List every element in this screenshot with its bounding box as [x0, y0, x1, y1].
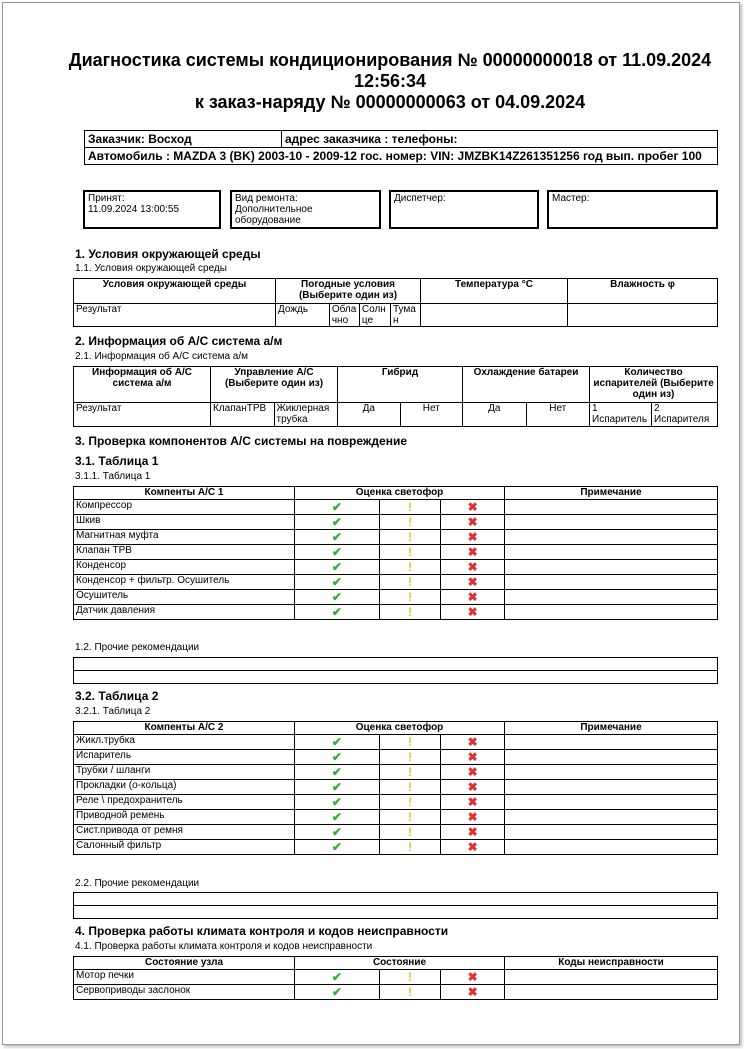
check-icon[interactable]: ✔: [295, 985, 380, 1000]
section-2-heading: 2. Информация об А/С система а/м: [75, 334, 283, 348]
warning-icon[interactable]: !: [379, 560, 441, 575]
warning-icon[interactable]: !: [379, 795, 441, 810]
section-4-heading: 4. Проверка работы климата контроля и кодов неисправности: [75, 924, 449, 938]
ac-header-info: Информация об А/С система а/м: [74, 367, 211, 403]
check-icon[interactable]: ✔: [295, 970, 380, 985]
ac-row-label: Результат: [74, 403, 211, 427]
cross-icon[interactable]: ✖: [441, 530, 505, 545]
ac-info-table: [73, 366, 718, 427]
weather-rain[interactable]: Дождь: [276, 304, 330, 327]
t4-row-label: Сервоприводы заслонок: [74, 985, 295, 1000]
check-icon[interactable]: ✔: [295, 735, 380, 750]
dispatcher-label: Диспетчер:: [394, 193, 446, 204]
t2-row: [74, 780, 718, 795]
cross-icon[interactable]: ✖: [441, 560, 505, 575]
t2-row-label: Приводной ремень: [74, 810, 295, 825]
warning-icon[interactable]: !: [379, 765, 441, 780]
master-box: [547, 190, 718, 229]
env-row-label: Результат: [74, 304, 276, 327]
warning-icon[interactable]: !: [379, 575, 441, 590]
warning-icon[interactable]: !: [379, 735, 441, 750]
control-orifice[interactable]: Жиклерная трубка: [274, 403, 338, 427]
components-table-2: [73, 721, 718, 855]
env-header-humidity: Влажность φ: [568, 279, 718, 304]
t2-row-note[interactable]: [505, 750, 718, 765]
t2-row: [74, 795, 718, 810]
ac-header-hybrid: Гибрид: [338, 367, 463, 403]
cross-icon[interactable]: ✖: [441, 575, 505, 590]
t1-row-note[interactable]: [505, 560, 718, 575]
t4-row: [74, 985, 718, 1000]
weather-cloudy[interactable]: Облачно: [329, 304, 359, 327]
t1-row: [74, 545, 718, 560]
t1-header-note: Примечание: [505, 487, 718, 500]
warning-icon[interactable]: !: [379, 545, 441, 560]
warning-icon[interactable]: !: [379, 605, 441, 620]
warning-icon[interactable]: !: [379, 970, 441, 985]
car-info: Автомобиль : MAZDA 3 (BK) 2003-10 - 2009-12 гос. номер: VIN: JMZBK14Z261351256 год вып. пробег 100: [85, 148, 718, 165]
t2-row-note[interactable]: [505, 765, 718, 780]
t2-row: [74, 765, 718, 780]
t1-row-note[interactable]: [505, 575, 718, 590]
cross-icon[interactable]: ✖: [441, 545, 505, 560]
t2-header-component: Компенты А/С 2: [74, 722, 295, 735]
t2-row-label: Реле \ предохранитель: [74, 795, 295, 810]
components-table-1: [73, 486, 718, 620]
cross-icon[interactable]: ✖: [441, 810, 505, 825]
t1-row: [74, 575, 718, 590]
check-icon[interactable]: ✔: [295, 545, 380, 560]
hybrid-no[interactable]: Нет: [400, 403, 463, 427]
t1-header-rating: Оценка светофор: [295, 487, 505, 500]
warning-icon[interactable]: !: [379, 825, 441, 840]
t2-row: [74, 750, 718, 765]
t4-header-codes: Коды неисправности: [505, 957, 718, 970]
check-icon[interactable]: ✔: [295, 515, 380, 530]
rec-2-label: 2.2. Прочие рекомендации: [75, 878, 200, 889]
t1-row-label: Магнитная муфта: [74, 530, 295, 545]
ac-header-evaporators: Количество испарителей (Выберите один из): [590, 367, 718, 403]
evap-1[interactable]: 1 Испаритель: [590, 403, 652, 427]
warning-icon[interactable]: !: [379, 515, 441, 530]
t4-row-note[interactable]: [505, 985, 718, 1000]
cross-icon[interactable]: ✖: [441, 840, 505, 855]
table-2-sub: 3.2.1. Таблица 2: [75, 706, 151, 717]
t4-header-state: Состояние: [295, 957, 505, 970]
cross-icon[interactable]: ✖: [441, 605, 505, 620]
t2-row: [74, 840, 718, 855]
section-1-heading: 1. Условия окружающей среды: [75, 247, 261, 261]
t4-row-label: Мотор печки: [74, 970, 295, 985]
t2-row-note[interactable]: [505, 735, 718, 750]
check-icon[interactable]: ✔: [295, 825, 380, 840]
rec-1-table: [73, 657, 718, 684]
t2-row: [74, 810, 718, 825]
section-4-sub: 4.1. Проверка работы климата контроля и кодов неисправности: [75, 941, 373, 952]
rec-2-line-2[interactable]: [74, 906, 718, 919]
t1-row-label: Клапан ТРВ: [74, 545, 295, 560]
env-header-conditions: Условия окружающей среды: [74, 279, 276, 304]
repair-type-box: [230, 190, 381, 229]
rec-1-line-1[interactable]: [74, 658, 718, 671]
t1-row-note[interactable]: [505, 500, 718, 515]
weather-sunny[interactable]: Солнце: [359, 304, 390, 327]
t2-row-note[interactable]: [505, 795, 718, 810]
t4-header-unit: Состояние узла: [74, 957, 295, 970]
master-label: Мастер:: [552, 193, 590, 204]
check-icon[interactable]: ✔: [295, 560, 380, 575]
customer-address: адрес заказчика : телефоны:: [282, 131, 718, 148]
warning-icon[interactable]: !: [379, 530, 441, 545]
env-humidity-value[interactable]: [568, 304, 718, 327]
t1-row: [74, 530, 718, 545]
accepted-value: 11.09.2024 13:00:55: [88, 204, 180, 215]
cross-icon[interactable]: ✖: [441, 765, 505, 780]
rec-2-line-1[interactable]: [74, 893, 718, 906]
warning-icon[interactable]: !: [379, 985, 441, 1000]
cross-icon[interactable]: ✖: [441, 825, 505, 840]
env-table: [73, 278, 718, 327]
t1-row: [74, 515, 718, 530]
t2-row-label: Испаритель: [74, 750, 295, 765]
t1-row-note[interactable]: [505, 590, 718, 605]
customer-name: Заказчик: Восход: [85, 131, 282, 148]
check-icon[interactable]: ✔: [295, 750, 380, 765]
cross-icon[interactable]: ✖: [441, 590, 505, 605]
warning-icon[interactable]: !: [379, 840, 441, 855]
section-1-sub: 1.1. Условия окружающей среды: [75, 263, 227, 274]
warning-icon[interactable]: !: [379, 500, 441, 515]
t1-row-label: Компрессор: [74, 500, 295, 515]
ac-header-battery: Охлаждение батареи: [463, 367, 590, 403]
t2-row-label: Сист.привода от ремня: [74, 825, 295, 840]
check-icon[interactable]: ✔: [295, 530, 380, 545]
t1-row-label: Датчик давления: [74, 605, 295, 620]
accepted-box: [83, 190, 221, 229]
t2-row-label: Прокладки (о-кольца): [74, 780, 295, 795]
check-icon[interactable]: ✔: [295, 500, 380, 515]
title-line-1: Диагностика системы кондиционирования № 00000000018 от 11.09.2024 12:56:34: [68, 50, 712, 91]
table-1-heading: 3.1. Таблица 1: [75, 454, 159, 468]
title-line-2: к заказ-наряду № 00000000063 от 04.09.2024: [194, 92, 586, 112]
t2-row: [74, 735, 718, 750]
cross-icon[interactable]: ✖: [441, 985, 505, 1000]
cross-icon[interactable]: ✖: [441, 515, 505, 530]
check-icon[interactable]: ✔: [295, 605, 380, 620]
repair-label: Вид ремонта:: [235, 193, 298, 204]
table-1-sub: 3.1.1. Таблица 1: [75, 471, 151, 482]
t1-row-label: Конденсор + фильтр. Осушитель: [74, 575, 295, 590]
t2-row-label: Трубки / шланги: [74, 765, 295, 780]
t1-row-note[interactable]: [505, 530, 718, 545]
cross-icon[interactable]: ✖: [441, 795, 505, 810]
cross-icon[interactable]: ✖: [441, 750, 505, 765]
t2-row: [74, 825, 718, 840]
check-icon[interactable]: ✔: [295, 575, 380, 590]
section-3-heading: 3. Проверка компонентов А/С системы на повреждение: [75, 434, 407, 448]
rec-1-label: 1.2. Прочие рекомендации: [75, 642, 200, 653]
t2-row-note[interactable]: [505, 825, 718, 840]
t1-row-label: Конденсор: [74, 560, 295, 575]
t2-row-note[interactable]: [505, 840, 718, 855]
env-header-weather: Погодные условия (Выберите один из): [276, 279, 421, 304]
t4-row: [74, 970, 718, 985]
cross-icon[interactable]: ✖: [441, 500, 505, 515]
t2-row-label: Жикл.трубка: [74, 735, 295, 750]
check-icon[interactable]: ✔: [295, 590, 380, 605]
t1-row: [74, 590, 718, 605]
t1-row: [74, 605, 718, 620]
t1-row: [74, 560, 718, 575]
check-icon[interactable]: ✔: [295, 780, 380, 795]
t2-header-rating: Оценка светофор: [295, 722, 505, 735]
section-2-sub: 2.1. Информация об А/С система а/м: [75, 351, 249, 362]
warning-icon[interactable]: !: [379, 750, 441, 765]
ac-header-control: Управление А/С (Выберите один из): [211, 367, 338, 403]
check-icon[interactable]: ✔: [295, 810, 380, 825]
rec-2-table: [73, 892, 718, 919]
cross-icon[interactable]: ✖: [441, 735, 505, 750]
check-icon[interactable]: ✔: [295, 795, 380, 810]
hybrid-yes[interactable]: Да: [338, 403, 401, 427]
battery-no[interactable]: Нет: [526, 403, 590, 427]
check-icon[interactable]: ✔: [295, 840, 380, 855]
repair-value: Дополнительное оборудование: [235, 204, 313, 226]
t4-row-note[interactable]: [505, 970, 718, 985]
cross-icon[interactable]: ✖: [441, 970, 505, 985]
rec-1-line-2[interactable]: [74, 671, 718, 684]
warning-icon[interactable]: !: [379, 780, 441, 795]
dispatcher-box: [389, 190, 539, 229]
t2-row-note[interactable]: [505, 780, 718, 795]
env-temp-value[interactable]: [421, 304, 568, 327]
table-2-heading: 3.2. Таблица 2: [75, 689, 159, 703]
evap-2[interactable]: 2 Испарителя: [652, 403, 718, 427]
t2-row-note[interactable]: [505, 810, 718, 825]
t1-row-note[interactable]: [505, 545, 718, 560]
battery-yes[interactable]: Да: [463, 403, 527, 427]
env-header-temp: Температура °C: [421, 279, 568, 304]
t1-row: [74, 500, 718, 515]
t1-row-note[interactable]: [505, 605, 718, 620]
cross-icon[interactable]: ✖: [441, 780, 505, 795]
accepted-label: Принят:: [88, 193, 125, 204]
t2-row-label: Салонный фильтр: [74, 840, 295, 855]
document-title: [60, 50, 720, 113]
warning-icon[interactable]: !: [379, 810, 441, 825]
check-icon[interactable]: ✔: [295, 765, 380, 780]
warning-icon[interactable]: !: [379, 590, 441, 605]
t1-row-note[interactable]: [505, 515, 718, 530]
t2-header-note: Примечание: [505, 722, 718, 735]
control-trv[interactable]: КлапанТРВ: [211, 403, 275, 427]
t1-row-label: Осушитель: [74, 590, 295, 605]
t1-row-label: Шкив: [74, 515, 295, 530]
weather-fog[interactable]: Туман: [390, 304, 420, 327]
climate-table: [73, 956, 718, 1000]
t1-header-component: Компенты А/С 1: [74, 487, 295, 500]
customer-table: [84, 130, 718, 165]
